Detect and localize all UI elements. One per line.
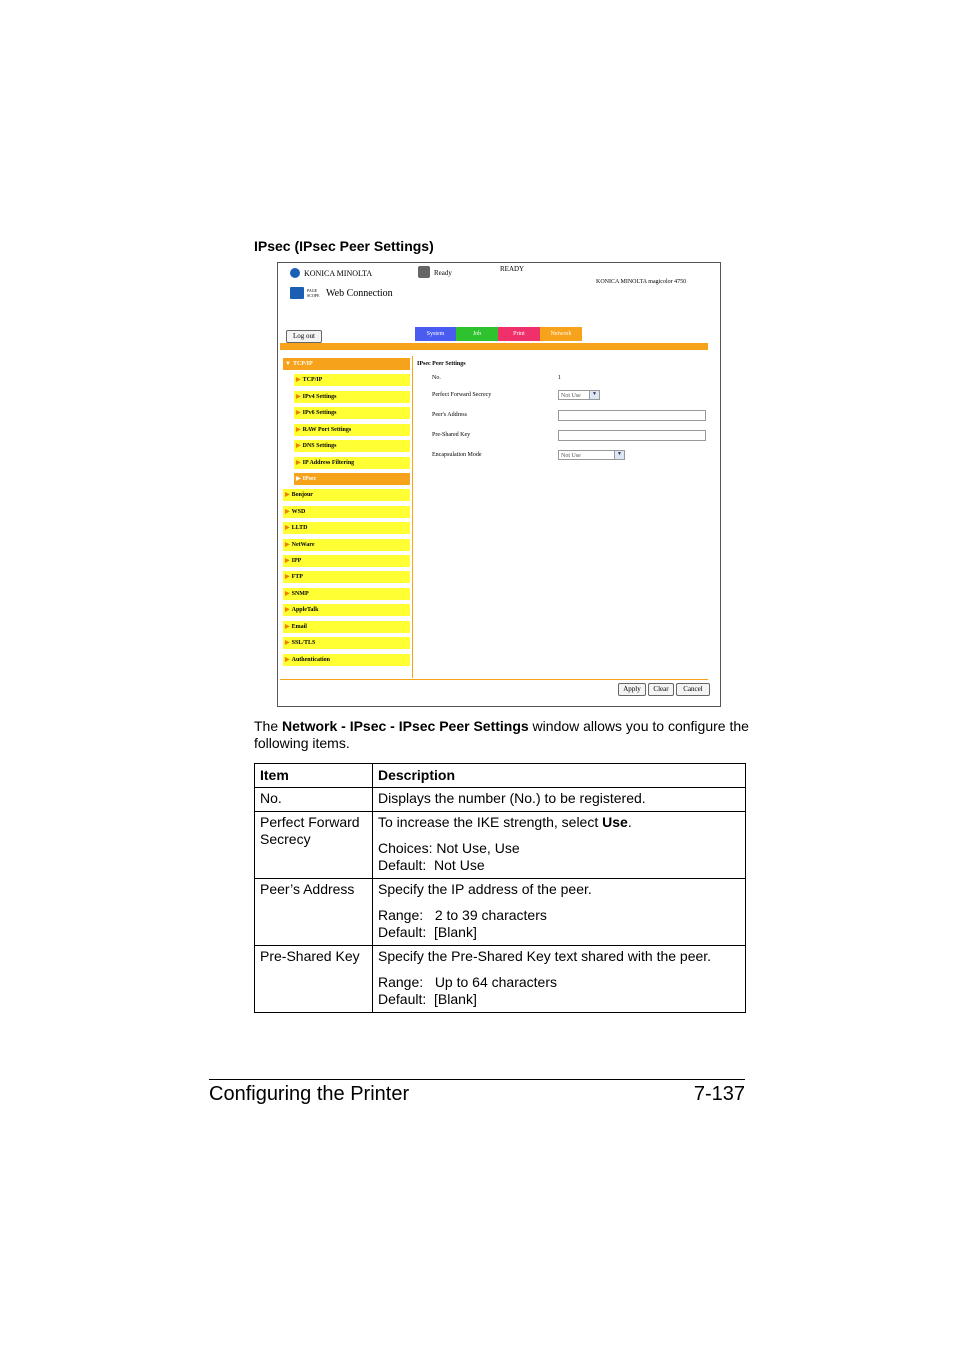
tab-job[interactable]: Job [456, 327, 498, 341]
section-heading: IPsec (IPsec Peer Settings) [254, 238, 434, 254]
description-cell: Specify the Pre-Shared Key text shared with the peer. Range: Up to 64 characters Default: [Blank] [373, 946, 746, 1013]
header-item: Item [255, 764, 373, 788]
item-cell: Pre-Shared Key [255, 946, 373, 1013]
tab-print[interactable]: Print [498, 327, 540, 341]
table-row [255, 788, 746, 812]
sidebar-item-ipsec[interactable]: ▶ IPsec [294, 473, 410, 485]
pre-shared-key-input[interactable] [558, 430, 706, 441]
sidebar-item-ipv6[interactable]: ▶ IPv6 Settings [294, 407, 410, 419]
description-cell: Specify the IP address of the peer. Range: 2 to 39 characters Default: [Blank] [373, 879, 746, 946]
no-label: No. [432, 375, 441, 381]
description-cell: Displays the number (No.) to be registered. [373, 788, 746, 812]
peer-address-input[interactable] [558, 410, 706, 421]
no-value: 1 [558, 375, 561, 381]
sidebar-item-ssl-tls[interactable]: ▶ SSL/TLS [283, 637, 410, 649]
clear-button[interactable]: Clear [648, 683, 674, 696]
main-tabs [415, 327, 582, 341]
table-row [255, 879, 746, 946]
sidebar-item-ipp[interactable]: ▶ IPP [283, 555, 410, 567]
printer-model: KONICA MINOLTA magicolor 4750 [596, 279, 687, 285]
intro-paragraph: The Network - IPsec - IPsec Peer Settings window allows you to configure the following items. [254, 718, 749, 751]
item-cell: Peer’s Address [255, 879, 373, 946]
header-description: Description [373, 764, 746, 788]
pagescope-icon [290, 287, 304, 299]
footer-divider [280, 679, 708, 680]
cancel-button[interactable]: Cancel [676, 683, 710, 696]
sidebar-item-bonjour[interactable]: ▶ Bonjour [283, 489, 410, 501]
chevron-down-icon: ▼ [589, 391, 599, 399]
sidebar-item-raw-port[interactable]: ▶ RAW Port Settings [294, 424, 410, 436]
sidebar-item-snmp[interactable]: ▶ SNMP [283, 588, 410, 600]
brand-name: KONICA MINOLTA [304, 268, 373, 278]
tab-system[interactable]: System [415, 327, 456, 341]
sidebar-item-authentication[interactable]: ▶ Authentication [283, 654, 410, 666]
sidebar-item-ipv4[interactable]: ▶ IPv4 Settings [294, 391, 410, 403]
brand-logo [290, 268, 372, 278]
footer-rule [209, 1079, 745, 1080]
konica-minolta-logo-icon [290, 268, 300, 278]
web-connection-logo [290, 287, 393, 299]
peer-address-label: Peer's Address [432, 412, 467, 418]
logout-button[interactable]: Log out [286, 330, 322, 343]
sidebar-item-lltd[interactable]: ▶ LLTD [283, 522, 410, 534]
pre-shared-key-label: Pre-Shared Key [432, 432, 471, 438]
item-cell: Perfect Forward Secrecy [255, 812, 373, 879]
sidebar-item-ftp[interactable]: ▶ FTP [283, 571, 410, 583]
table-row [255, 946, 746, 1013]
chapter-title: Configuring the Printer [209, 1083, 410, 1105]
form-title: IPsec Peer Settings [417, 361, 466, 367]
sidebar-item-ip-filtering[interactable]: ▶ IP Address Filtering [294, 457, 410, 469]
web-connection-title: Web Connection [326, 287, 393, 299]
network-sidebar [282, 356, 413, 678]
chevron-down-icon: ▼ [614, 451, 624, 459]
status-small: Ready [434, 269, 452, 277]
settings-table [254, 763, 746, 1013]
pfs-label: Perfect Forward Secrecy [432, 392, 492, 398]
sidebar-item-wsd[interactable]: ▶ WSD [283, 506, 410, 518]
sidebar-group-tcpip[interactable]: ▼ TCP/IP [283, 358, 410, 370]
tab-network[interactable]: Network [540, 327, 582, 341]
encapsulation-mode-select[interactable]: Not Use ▼ [558, 450, 625, 460]
sidebar-item-dns[interactable]: ▶ DNS Settings [294, 440, 410, 452]
sidebar-item-tcpip[interactable]: ▶ TCP/IP [294, 374, 410, 386]
status-big: READY [500, 265, 525, 273]
pagescope-label: PAGE SCOPE [307, 288, 320, 298]
item-cell: No. [255, 788, 373, 812]
table-header-row [255, 764, 746, 788]
page-number: 7-137 [693, 1083, 745, 1105]
pfs-select[interactable]: Not Use ▼ [558, 390, 600, 400]
sidebar-item-netware[interactable]: ▶ NetWare [283, 539, 410, 551]
web-connection-screenshot [277, 262, 721, 707]
sidebar-item-email[interactable]: ▶ Email [283, 621, 410, 633]
table-row [255, 812, 746, 879]
sidebar-item-appletalk[interactable]: ▶ AppleTalk [283, 604, 410, 616]
apply-button[interactable]: Apply [618, 683, 646, 696]
description-cell: To increase the IKE strength, select Use. Choices: Not Use, Use Default: Not Use [373, 812, 746, 879]
header-divider [280, 343, 708, 350]
encapsulation-mode-label: Encapsulation Mode [432, 452, 482, 458]
printer-status-icon [418, 266, 430, 278]
